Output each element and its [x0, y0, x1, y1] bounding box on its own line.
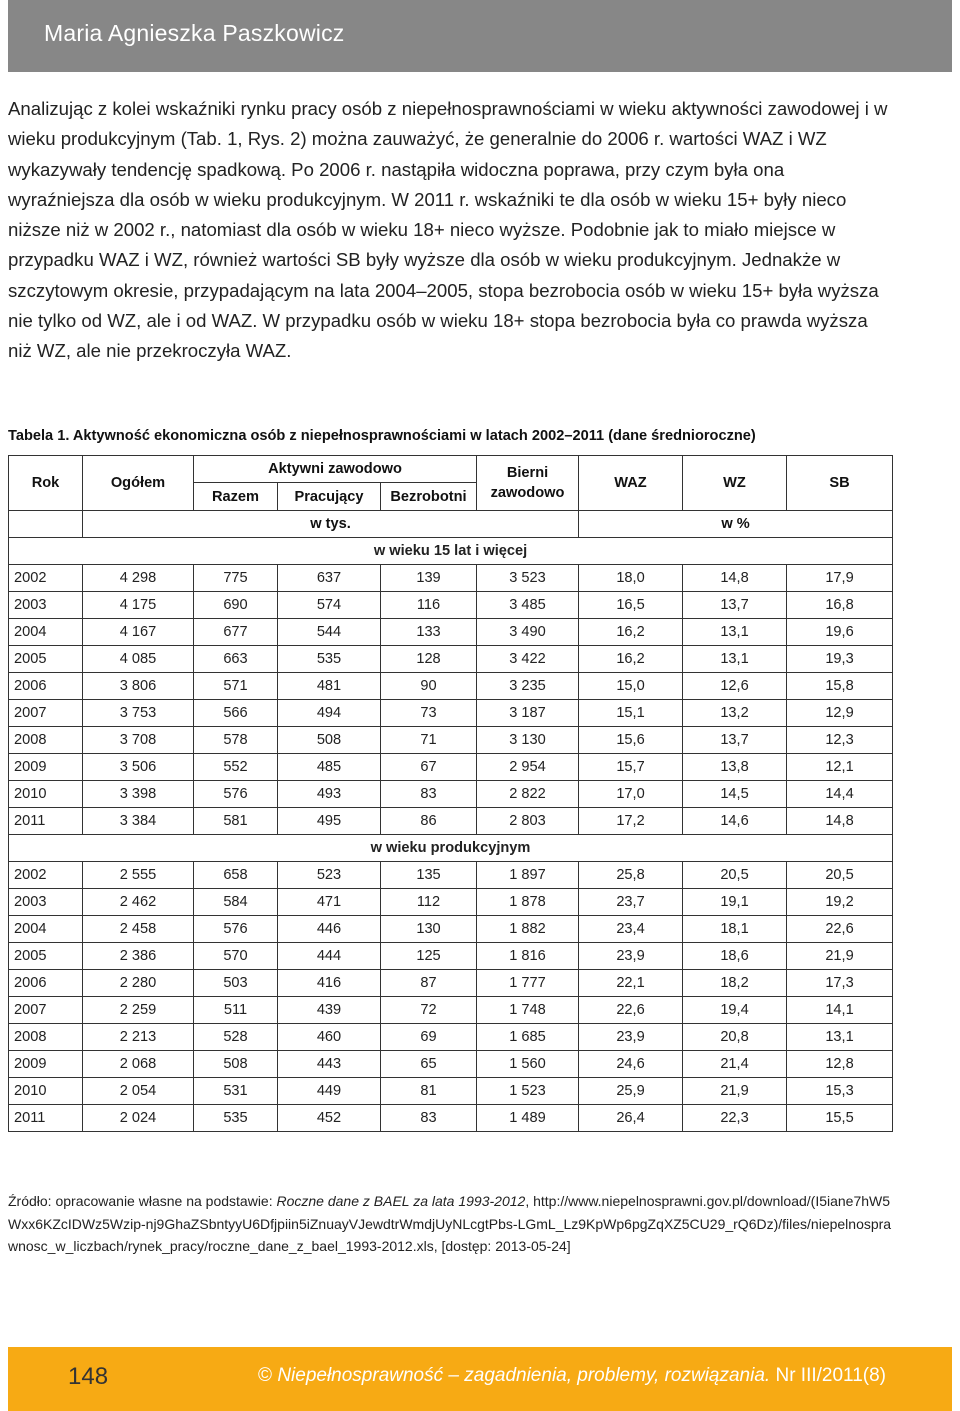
table-cell: 2 386 [83, 943, 194, 970]
table-cell: 2 259 [83, 997, 194, 1024]
table-cell: 16,5 [579, 592, 683, 619]
table-cell: 16,8 [787, 592, 893, 619]
table-cell: 20,5 [683, 862, 787, 889]
table-row [9, 700, 893, 727]
table-cell: 83 [381, 781, 477, 808]
table-cell: 15,0 [579, 673, 683, 700]
table-cell: 493 [278, 781, 381, 808]
table-cell: 20,5 [787, 862, 893, 889]
table-cell: 2005 [9, 943, 83, 970]
table-cell: 14,4 [787, 781, 893, 808]
table-cell: 23,7 [579, 889, 683, 916]
table-cell: 15,8 [787, 673, 893, 700]
table-cell: 566 [194, 700, 278, 727]
table-cell: 139 [381, 565, 477, 592]
table-cell: 19,6 [787, 619, 893, 646]
table-cell: 125 [381, 943, 477, 970]
table-cell: 87 [381, 970, 477, 997]
table-row [9, 1024, 893, 1051]
table-cell: 18,6 [683, 943, 787, 970]
footer-journal [258, 1365, 886, 1387]
table-cell: 3 398 [83, 781, 194, 808]
table-cell: 2009 [9, 1051, 83, 1078]
col-header-rok: Rok [9, 456, 83, 511]
table-cell: 4 175 [83, 592, 194, 619]
table-cell: 26,4 [579, 1105, 683, 1132]
table-cell: 658 [194, 862, 278, 889]
table-cell: 2004 [9, 619, 83, 646]
table-cell: 2 458 [83, 916, 194, 943]
table-cell: 12,9 [787, 700, 893, 727]
table-cell: 15,5 [787, 1105, 893, 1132]
table-cell: 17,9 [787, 565, 893, 592]
col-header-waz: WAZ [579, 456, 683, 511]
table-row [9, 592, 893, 619]
table-cell: 578 [194, 727, 278, 754]
table-cell: 16,2 [579, 619, 683, 646]
table-cell: 449 [278, 1078, 381, 1105]
table-cell: 25,8 [579, 862, 683, 889]
table-cell: 72 [381, 997, 477, 1024]
table-cell: 15,3 [787, 1078, 893, 1105]
table-cell: 14,5 [683, 781, 787, 808]
table-cell: 19,3 [787, 646, 893, 673]
table-cell: 3 187 [477, 700, 579, 727]
table-cell: 2003 [9, 889, 83, 916]
table-cell: 25,9 [579, 1078, 683, 1105]
table-cell: 16,2 [579, 646, 683, 673]
table-cell: 3 506 [83, 754, 194, 781]
section-row [9, 538, 893, 565]
table-cell: 14,6 [683, 808, 787, 835]
table-cell: 3 490 [477, 619, 579, 646]
table-cell: 535 [278, 646, 381, 673]
data-table [8, 455, 893, 1132]
table-cell: 20,8 [683, 1024, 787, 1051]
table-row [9, 673, 893, 700]
section-title: w wieku produkcyjnym [9, 835, 893, 862]
table-cell: 1 560 [477, 1051, 579, 1078]
table-cell: 571 [194, 673, 278, 700]
table-cell: 67 [381, 754, 477, 781]
table-cell: 2008 [9, 1024, 83, 1051]
table-row [9, 565, 893, 592]
section-title: w wieku 15 lat i więcej [9, 538, 893, 565]
col-header-ogolem: Ogółem [83, 456, 194, 511]
copyright-symbol: © [258, 1365, 273, 1386]
table-cell: 460 [278, 1024, 381, 1051]
table-cell: 2 054 [83, 1078, 194, 1105]
table-cell: 2003 [9, 592, 83, 619]
table-cell: 21,9 [683, 1078, 787, 1105]
table-cell: 3 806 [83, 673, 194, 700]
table-cell: 508 [278, 727, 381, 754]
table-row [9, 808, 893, 835]
table-cell: 2006 [9, 970, 83, 997]
table-cell: 1 748 [477, 997, 579, 1024]
table-cell: 13,1 [787, 1024, 893, 1051]
table-cell: 531 [194, 1078, 278, 1105]
table-cell: 65 [381, 1051, 477, 1078]
table-cell: 2 068 [83, 1051, 194, 1078]
table-cell: 17,2 [579, 808, 683, 835]
table-cell: 86 [381, 808, 477, 835]
table-cell: 2008 [9, 727, 83, 754]
table-cell: 2005 [9, 646, 83, 673]
table-cell: 22,6 [579, 997, 683, 1024]
table-cell: 2 280 [83, 970, 194, 997]
table-cell: 4 167 [83, 619, 194, 646]
table-cell: 22,3 [683, 1105, 787, 1132]
col-header-razem: Razem [194, 483, 278, 511]
table-cell: 23,9 [579, 943, 683, 970]
table-cell: 2007 [9, 700, 83, 727]
table-cell: 19,2 [787, 889, 893, 916]
table-cell: 3 708 [83, 727, 194, 754]
table-row [9, 781, 893, 808]
table-cell: 15,6 [579, 727, 683, 754]
table-cell: 2007 [9, 997, 83, 1024]
table-cell: 446 [278, 916, 381, 943]
table-cell: 18,0 [579, 565, 683, 592]
source-note [8, 1190, 892, 1258]
table-row [9, 1105, 893, 1132]
table-cell: 2010 [9, 1078, 83, 1105]
table-cell: 21,9 [787, 943, 893, 970]
table-cell: 485 [278, 754, 381, 781]
col-header-aktywni: Aktywni zawodowo [194, 456, 477, 483]
table-cell: 21,4 [683, 1051, 787, 1078]
table-cell: 3 422 [477, 646, 579, 673]
table-cell: 481 [278, 673, 381, 700]
table-cell: 12,3 [787, 727, 893, 754]
table-cell: 17,3 [787, 970, 893, 997]
table-cell: 528 [194, 1024, 278, 1051]
table-row [9, 619, 893, 646]
table-cell: 112 [381, 889, 477, 916]
table-cell: 584 [194, 889, 278, 916]
table-cell: 3 235 [477, 673, 579, 700]
table-cell: 15,7 [579, 754, 683, 781]
table-cell: 2 555 [83, 862, 194, 889]
table-cell: 503 [194, 970, 278, 997]
table-cell: 13,7 [683, 727, 787, 754]
table-row [9, 862, 893, 889]
table-cell: 574 [278, 592, 381, 619]
body-paragraph: Analizując z kolei wskaźniki rynku pracy osób z niepełnosprawnościami w wieku aktywności zawodowej i w wieku produkcyjnym (Tab. 1, Rys. 2) można zauważyć, że generalnie do 2006 r. wartości WAZ i WZ wykazywały tendencję spadkową. Po 2006 r. nastąpiła widoczna poprawa, przy czym była ona wyraźniejsza dla osób w wieku produkcyjnym. W 2011 r. wskaźniki te dla osób w wieku 15+ były nieco niższe niż w 2002 r., natomiast dla osób w wieku 18+ nieco wyższe. Podobnie jak to miało miejsce w przypadku WAZ i WZ, również wartości SB były wyższe dla osób w wieku produkcyjnym. Jednakże w szczytowym okresie, przypadającym na lata 2004–2005, stopa bezrobocia osób w wieku 15+ była wyższa nie tylko od WZ, ale i od WAZ. W przypadku osób w wieku 18+ stopa bezrobocia była co prawda wyższa niż WZ, ale nie przekroczyła WAZ. [8, 98, 888, 362]
table-row [9, 646, 893, 673]
table-cell: 439 [278, 997, 381, 1024]
table-cell: 2004 [9, 916, 83, 943]
table-cell: 23,4 [579, 916, 683, 943]
table-cell: 116 [381, 592, 477, 619]
table-cell: 416 [278, 970, 381, 997]
table-cell: 12,1 [787, 754, 893, 781]
table-cell: 495 [278, 808, 381, 835]
author-name: Maria Agnieszka Paszkowicz [44, 20, 345, 46]
table-row [9, 997, 893, 1024]
journal-issue: Nr III/2011(8) [775, 1365, 886, 1386]
table-cell: 2009 [9, 754, 83, 781]
col-header-bezrobotni: Bezrobotni [381, 483, 477, 511]
table-cell: 13,1 [683, 646, 787, 673]
table-cell: 2002 [9, 565, 83, 592]
table-cell: 13,8 [683, 754, 787, 781]
table-cell: 1 882 [477, 916, 579, 943]
col-header-pracujacy: Pracujący [278, 483, 381, 511]
table-cell: 2 213 [83, 1024, 194, 1051]
table-cell: 24,6 [579, 1051, 683, 1078]
table-cell: 22,6 [787, 916, 893, 943]
table-cell: 23,9 [579, 1024, 683, 1051]
table-cell: 690 [194, 592, 278, 619]
table-cell: 511 [194, 997, 278, 1024]
source-prefix: Źródło: opracowanie własne na podstawie: [8, 1193, 277, 1209]
table-cell: 133 [381, 619, 477, 646]
table-row [9, 889, 893, 916]
table-cell: 2 803 [477, 808, 579, 835]
table-cell: 4 298 [83, 565, 194, 592]
table-cell: 19,4 [683, 997, 787, 1024]
table-row [9, 943, 893, 970]
table-cell: 1 777 [477, 970, 579, 997]
table-cell: 523 [278, 862, 381, 889]
table-cell: 4 085 [83, 646, 194, 673]
table-cell: 1 897 [477, 862, 579, 889]
table-cell: 443 [278, 1051, 381, 1078]
table-cell: 508 [194, 1051, 278, 1078]
table-cell: 18,2 [683, 970, 787, 997]
table-cell: 73 [381, 700, 477, 727]
table-cell: 2 462 [83, 889, 194, 916]
table-cell: 2006 [9, 673, 83, 700]
table-cell: 2011 [9, 1105, 83, 1132]
table-cell: 1 685 [477, 1024, 579, 1051]
table-cell: 3 130 [477, 727, 579, 754]
table-cell: 19,1 [683, 889, 787, 916]
running-header [8, 0, 952, 72]
table-cell: 677 [194, 619, 278, 646]
table-cell: 576 [194, 781, 278, 808]
table-cell: 71 [381, 727, 477, 754]
col-header-sb: SB [787, 456, 893, 511]
col-header-wz: WZ [683, 456, 787, 511]
table-cell: 2 822 [477, 781, 579, 808]
table-cell: 90 [381, 673, 477, 700]
table-cell: 2 024 [83, 1105, 194, 1132]
table-row [9, 970, 893, 997]
table-cell: 3 523 [477, 565, 579, 592]
table-cell: 444 [278, 943, 381, 970]
table-cell: 12,6 [683, 673, 787, 700]
table-row [9, 916, 893, 943]
source-title: Roczne dane z BAEL za lata 1993-2012 [276, 1193, 526, 1209]
table-row [9, 1051, 893, 1078]
col-header-bierni: Bierni zawodowo [477, 456, 579, 511]
table-cell: 15,1 [579, 700, 683, 727]
table-cell: 3 753 [83, 700, 194, 727]
table-row [9, 727, 893, 754]
table-cell: 12,8 [787, 1051, 893, 1078]
table-cell: 576 [194, 916, 278, 943]
table-cell: 2 954 [477, 754, 579, 781]
unit-pct: w % [579, 511, 893, 538]
table-cell: 637 [278, 565, 381, 592]
page-number: 148 [68, 1363, 109, 1390]
table-cell: 494 [278, 700, 381, 727]
table-cell: 130 [381, 916, 477, 943]
table-cell: 81 [381, 1078, 477, 1105]
page-footer [8, 1347, 952, 1411]
table-cell: 1 523 [477, 1078, 579, 1105]
table-cell: 1 878 [477, 889, 579, 916]
table-row [9, 754, 893, 781]
table-cell: 471 [278, 889, 381, 916]
table-cell: 3 485 [477, 592, 579, 619]
table-cell: 18,1 [683, 916, 787, 943]
table-caption: Tabela 1. Aktywność ekonomiczna osób z niepełnosprawnościami w latach 2002–2011 (dane średnioroczne) [8, 428, 756, 444]
source-url: , http://www.niepelnosprawni.gov.pl/download/(I5iane7hW5Wxx6KZcIDWz5Wzip-nj9GhaZSbntyyU6Dfjpiin5iZnuayVJewdtrWmdjUyNLcgtPbs-LGmL_Lz9KpWp6pgZqXZ5CU29_rQ6Dz)/files/niepelnosprawnosc_w_liczbach/rynek_pracy/roczne_dane_z_bael_1993-2012.xls, [dostęp: 2013-05-24] [8, 1193, 892, 1254]
table-cell: 14,1 [787, 997, 893, 1024]
unit-tys: w tys. [83, 511, 579, 538]
table-cell: 14,8 [683, 565, 787, 592]
section-row [9, 835, 893, 862]
table-cell: 22,1 [579, 970, 683, 997]
table-cell: 535 [194, 1105, 278, 1132]
table-cell: 17,0 [579, 781, 683, 808]
table-cell: 552 [194, 754, 278, 781]
table-cell: 128 [381, 646, 477, 673]
table-row [9, 1078, 893, 1105]
table-cell: 1 816 [477, 943, 579, 970]
table-cell: 3 384 [83, 808, 194, 835]
table-cell: 2010 [9, 781, 83, 808]
table-cell: 83 [381, 1105, 477, 1132]
table-cell: 13,1 [683, 619, 787, 646]
table-cell: 1 489 [477, 1105, 579, 1132]
table-cell: 69 [381, 1024, 477, 1051]
table-cell: 2011 [9, 808, 83, 835]
table-cell: 13,7 [683, 592, 787, 619]
table-cell: 2002 [9, 862, 83, 889]
journal-title: Niepełnosprawność – zagadnienia, problemy, rozwiązania. [277, 1365, 771, 1386]
table-cell: 663 [194, 646, 278, 673]
table-cell: 544 [278, 619, 381, 646]
table-cell: 13,2 [683, 700, 787, 727]
table-cell: 581 [194, 808, 278, 835]
table-cell: 775 [194, 565, 278, 592]
table-cell: 14,8 [787, 808, 893, 835]
table-cell: 135 [381, 862, 477, 889]
table-cell: 452 [278, 1105, 381, 1132]
table-cell: 570 [194, 943, 278, 970]
